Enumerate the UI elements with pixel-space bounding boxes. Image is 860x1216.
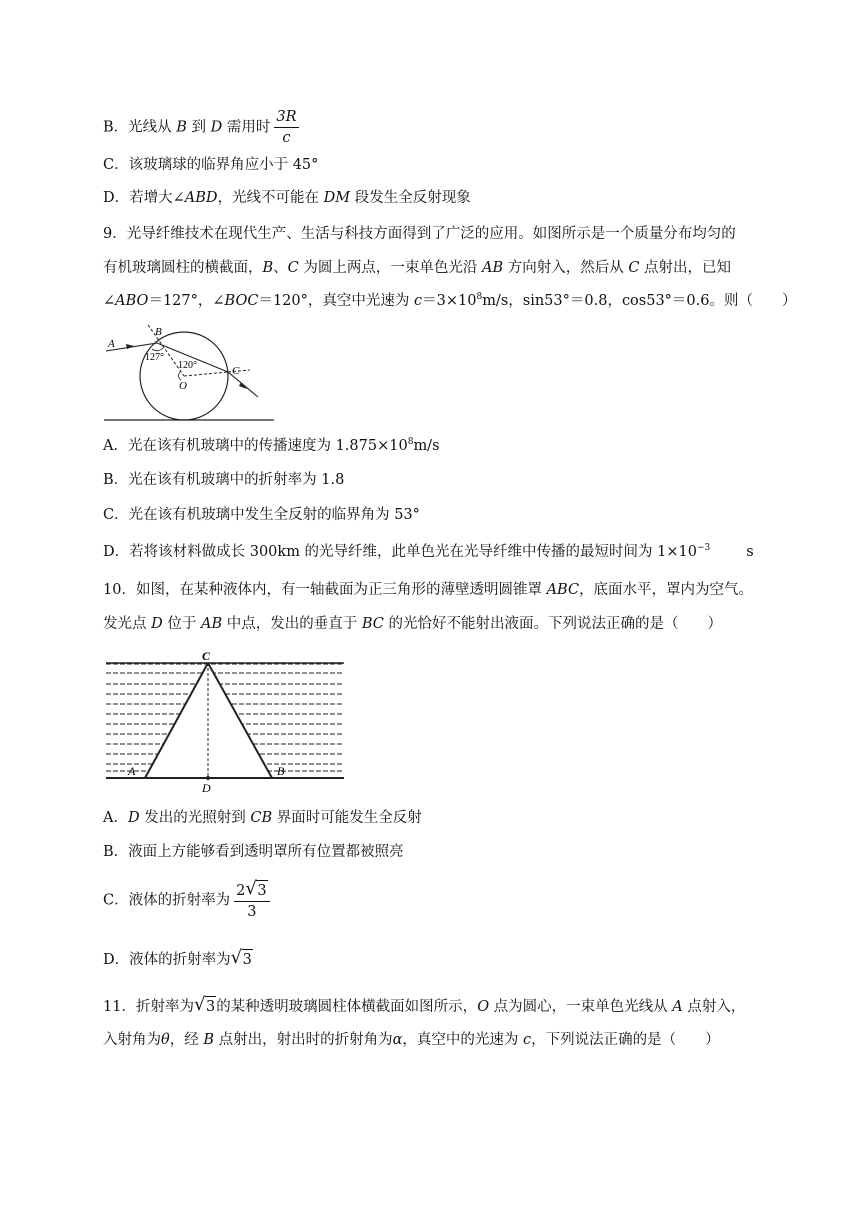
q8-option-d: D．若增大∠ABD，光线不可能在 DM 段发生全反射现象	[103, 190, 471, 206]
q9-stem-line1: 9．光导纤维技术在现代生产、生活与科技方面得到了广泛的应用。如图所示是一个质量分布均匀的	[103, 226, 736, 242]
q9-option-a: A．光在该有机玻璃中的传播速度为 $1.875\times 10^8m/s$	[103, 437, 440, 454]
angle-arc-120	[179, 371, 182, 380]
q8-option-c: C．该玻璃球的临界角应小于 45°	[103, 157, 319, 173]
sqrt-symbol: √ 3	[193, 994, 216, 1015]
q10-option-c: C．液体的折射率为 2 √ 3 3	[103, 880, 270, 921]
q10-stem-line1: 10．如图，在某种液体内，有一轴截面为正三角形的薄壁透明圆锥罩 ABC，底面水平，罩内为空气。	[103, 582, 754, 598]
exit-arrow	[239, 382, 247, 389]
q9-option-c: C．光在该有机玻璃中发生全反射的临界角为 53°	[103, 507, 420, 523]
sqrt-symbol: √ 3	[245, 878, 267, 899]
label-A: A	[128, 764, 136, 778]
q9-stem-line3: ∠ABO＝127°，∠BOC＝120°，真空中光速为 $c=3\times 10^8m/s$，sin53°＝0.8，cos53°＝0.6。则（ ）	[103, 292, 797, 309]
radius-oc	[184, 372, 228, 376]
label-127: 127°	[145, 352, 164, 363]
q10-option-b: B．液面上方能够看到透明罩所有位置都被照亮	[103, 844, 404, 860]
q10-option-d: D．液体的折射率为 √ 3	[103, 947, 252, 968]
point-d	[206, 776, 210, 780]
label-A: A	[108, 338, 115, 350]
q11-stem-line2: 入射角为θ，经 B 点射出，射出时的折射角为α，真空中的光速为 c，下列说法正确的是（ ）	[103, 1032, 720, 1048]
q8-option-b: B．光线从 B 到 D 需用时 $\frac{3R}{c}$	[103, 109, 297, 146]
q10-figure	[100, 646, 350, 796]
sqrt-symbol: √ 3	[230, 947, 252, 968]
q10-option-a: A．D 发出的光照射到 CB 界面时可能发生全反射	[103, 810, 422, 826]
q9-option-d: D．若将该材料做成长 300km 的光导纤维，此单色光在光导纤维中传播的最短时间为 $1\times 10^{-3}$ s	[103, 543, 754, 560]
time-fraction: $\frac{3R}{c}$	[276, 109, 297, 146]
index-fraction: 2 √ 3 3	[234, 880, 269, 921]
ray-arrow	[126, 344, 134, 349]
q11-stem-line1: 11．折射率为 √ 3的某种透明玻璃圆柱体横截面如图所示，O 点为圆心，一束单色光线从 A 点射入，	[103, 994, 746, 1015]
q9-stem-line2: 有机玻璃圆柱的横截面，B、C 为圆上两点，一束单色光沿 AB 方向射入，然后从 C 点射出，已知	[103, 260, 732, 276]
label-O: O	[179, 380, 187, 392]
label-120: 120°	[178, 360, 197, 371]
q9-figure	[100, 320, 280, 425]
label-B: B	[155, 326, 162, 338]
label-B: B	[277, 764, 285, 778]
q9-option-b: B．光在该有机玻璃中的折射率为 1.8	[103, 472, 345, 488]
label-C: C	[202, 649, 211, 663]
label-D: D	[202, 781, 211, 795]
q10-stem-line2: 发光点 D 位于 AB 中点，发出的垂直于 BC 的光恰好不能射出液面。下列说法正确的是（ ）	[103, 616, 722, 632]
angle-arc-127	[152, 348, 163, 351]
label-C: C	[232, 365, 240, 377]
